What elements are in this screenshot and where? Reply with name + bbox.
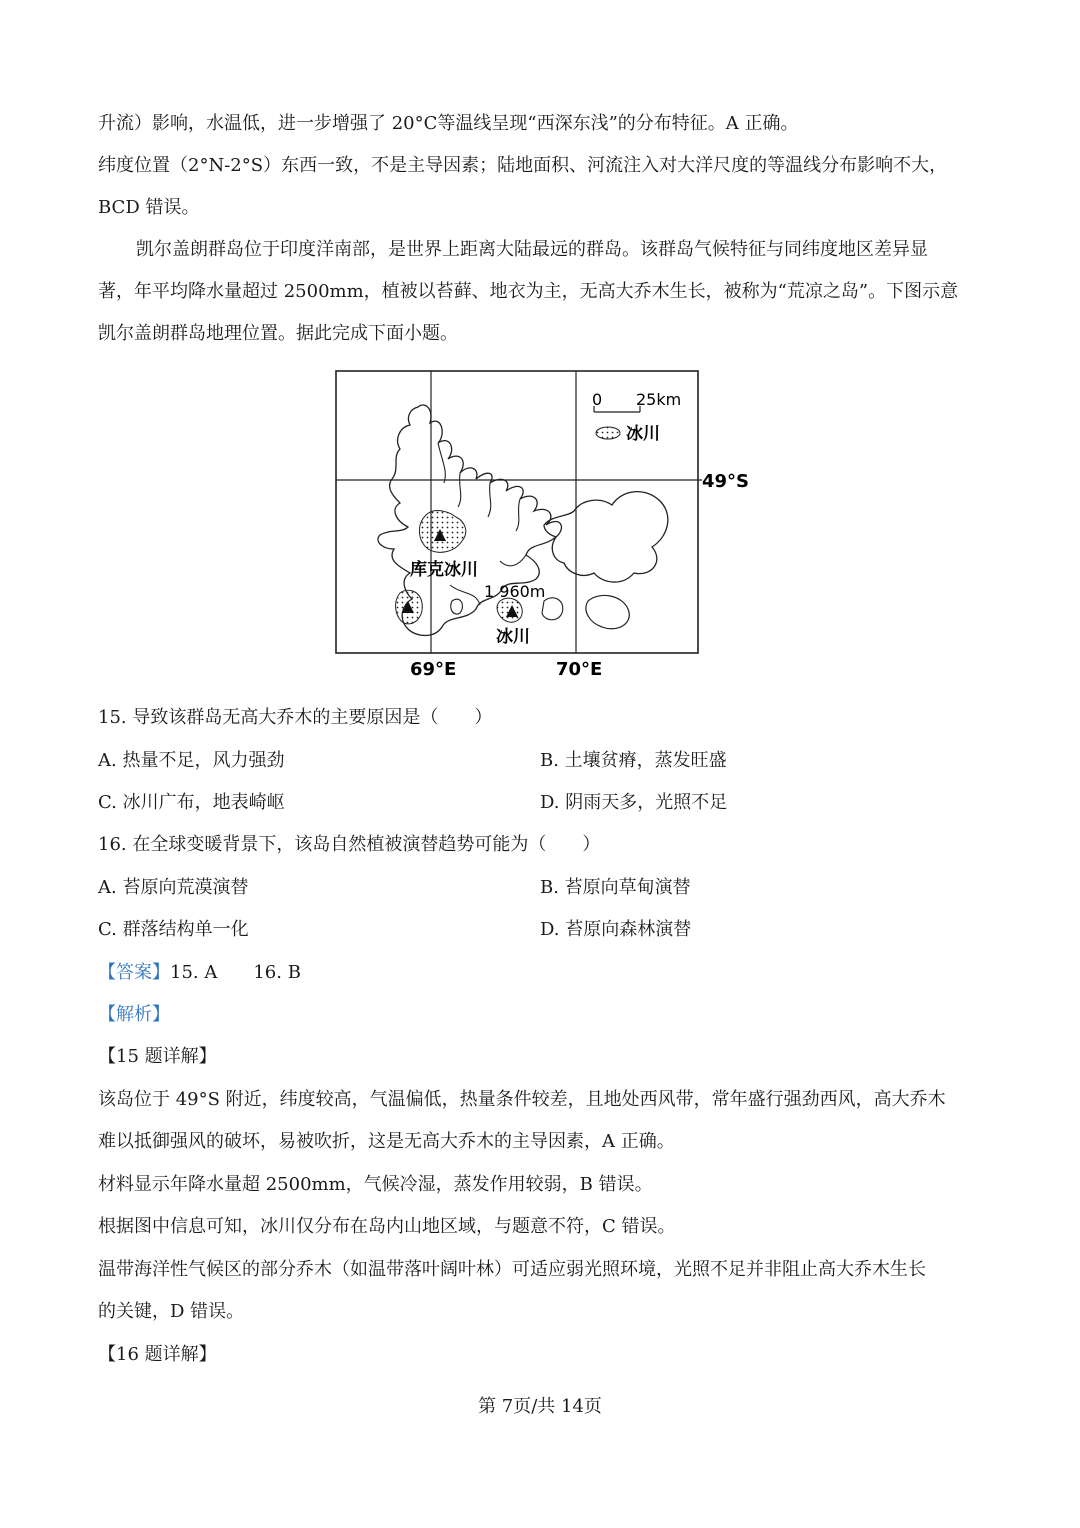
glacier-label: 冰川 (496, 627, 530, 647)
legend-glacier-label: 冰川 (626, 424, 660, 444)
detail15-title: 【15 题详解】 (98, 1046, 217, 1067)
q15-stem: 15. 导致该群岛无高大乔木的主要原因是（ ） (98, 707, 493, 728)
q16-option-b: B. 苔原向草甸演替 (540, 877, 691, 898)
q15-option-d: D. 阴雨天多，光照不足 (540, 792, 728, 813)
q15-option-b: B. 土壤贫瘠，蒸发旺盛 (540, 750, 727, 771)
scale-zero: 0 (592, 390, 603, 409)
detail15-line-4: 根据图中信息可知，冰川仅分布在岛内山地区域，与题意不符，C 错误。 (98, 1216, 676, 1237)
q15-option-c: C. 冰川广布，地表崎岖 (98, 792, 285, 813)
detail15-line-5: 温带海洋性气候区的部分乔木（如温带落叶阔叶林）可适应弱光照环境，光照不足并非阻止高大乔木生长 (98, 1259, 926, 1280)
peak-elevation-label: 1 960m (484, 582, 546, 601)
intro-line-3: 凯尔盖朗群岛地理位置。据此完成下面小题。 (98, 323, 458, 344)
intro-line-2: 著，年平均降水量超过 2500mm，植被以苔藓、地衣为主，无高大乔木生长，被称为“荒凉之岛”。下图示意 (98, 281, 959, 302)
cook-glacier-label: 库克冰川 (410, 560, 478, 580)
longitude-69-label: 69°E (410, 659, 457, 680)
answer-text: 15. A 16. B (170, 962, 301, 983)
longitude-70-label: 70°E (556, 659, 603, 680)
page-footer: 第 7页/共 14页 (478, 1396, 602, 1417)
analysis-label: 【解析】 (98, 1004, 170, 1025)
detail15-line-6: 的关键，D 错误。 (98, 1301, 245, 1322)
intro-line-1: 凯尔盖朗群岛位于印度洋南部，是世界上距离大陆最远的群岛。该群岛气候特征与同纬度地区差异显 (136, 239, 928, 260)
latitude-label: 49°S (702, 471, 750, 492)
prev-line-3: BCD 错误。 (98, 197, 200, 218)
answer-label: 【答案】 (98, 962, 170, 983)
q16-option-d: D. 苔原向森林演替 (540, 919, 692, 940)
q16-option-a: A. 苔原向荒漠演替 (98, 877, 249, 898)
q16-option-c: C. 群落结构单一化 (98, 919, 249, 940)
detail15-line-1: 该岛位于 49°S 附近，纬度较高，气温偏低，热量条件较差，且地处西风带，常年盛行强劲西风，高大乔木 (98, 1089, 946, 1110)
prev-line-2: 纬度位置（2°N-2°S）东西一致，不是主导因素；陆地面积、河流注入对大洋尺度的等温线分布影响不大， (98, 155, 948, 176)
legend-glacier-symbol (596, 427, 620, 439)
scale-distance: 25km (636, 390, 682, 409)
detail15-line-3: 材料显示年降水量超 2500mm，气候冷湿，蒸发作用较弱，B 错误。 (98, 1174, 653, 1195)
prev-line-1: 升流）影响，水温低，进一步增强了 20°C等温线呈现“西深东浅”的分布特征。A 正确。 (98, 113, 799, 134)
detail15-line-2: 难以抵御强风的破坏，易被吹折，这是无高大乔木的主导因素，A 正确。 (98, 1131, 675, 1152)
answer-line (98, 961, 301, 985)
detail16-title: 【16 题详解】 (98, 1344, 217, 1365)
kerguelen-map (330, 365, 750, 685)
q16-stem: 16. 在全球变暖背景下，该岛自然植被演替趋势可能为（ ） (98, 834, 601, 855)
q15-option-a: A. 热量不足，风力强劲 (98, 750, 285, 771)
